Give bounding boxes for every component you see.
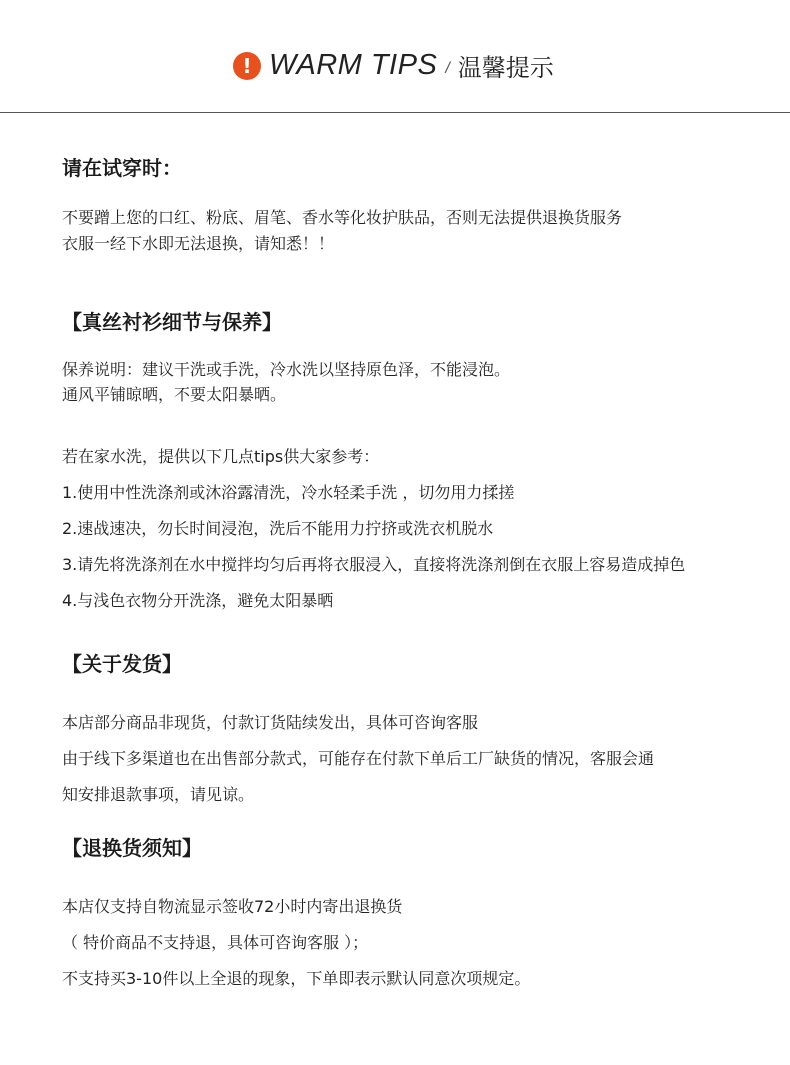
shipping-heading: 【关于发货】 [62,652,182,676]
warm-tips-title [233,48,554,83]
title-separator: / [445,59,450,77]
care-line-1: 保养说明：建议干洗或手洗，冷水洗以坚持原色泽，不能浸泡。 [62,360,511,379]
try-on-line-1: 不要蹭上您的口红、粉底、眉笔、香水等化妆护肤品，否则无法提供退换货服务 [62,208,623,227]
tip-item-2: 2.速战速决，勿长时间浸泡，洗后不能用力拧挤或洗衣机脱水 [62,519,494,538]
header [0,0,790,113]
tips-intro: 若在家水洗，提供以下几点tips供大家参考： [62,447,380,466]
try-on-line-2: 衣服一经下水即无法退换，请知悉！！ [62,234,335,253]
care-line-2: 通风平铺晾晒，不要太阳暴晒。 [62,385,287,404]
tip-item-3: 3.请先将洗涤剂在水中搅拌均匀后再将衣服浸入，直接将洗涤剂倒在衣服上容易造成掉色 [62,555,686,574]
returns-line-3: 不支持买3-10件以上全退的现象，下单即表示默认同意次项规定。 [62,969,531,988]
shipping-line-1: 本店部分商品非现货，付款订货陆续发出，具体可咨询客服 [62,713,479,732]
tip-item-4: 4.与浅色衣物分开洗涤，避免太阳暴晒 [62,591,334,610]
shipping-line-3: 知安排退款事项，请见谅。 [62,785,255,804]
returns-line-2: （ 特价商品不支持退，具体可咨询客服 ）； [62,933,369,952]
title-cn: 温馨提示 [457,54,554,82]
try-on-heading: 请在试穿时： [62,156,182,180]
care-heading: 【真丝衬衫细节与保养】 [62,310,282,334]
shipping-line-2: 由于线下多渠道也在出售部分款式，可能存在付款下单后工厂缺货的情况，客服会通 [62,749,655,768]
title-en: WARM TIPS [269,49,438,81]
tip-item-1: 1.使用中性洗涤剂或沐浴露清洗，冷水轻柔手洗 ，切勿用力揉搓 [62,483,515,502]
returns-heading: 【退换货须知】 [62,836,202,860]
returns-line-1: 本店仅支持自物流显示签收72小时内寄出退换货 [62,897,403,916]
exclamation-icon: ! [233,52,261,80]
